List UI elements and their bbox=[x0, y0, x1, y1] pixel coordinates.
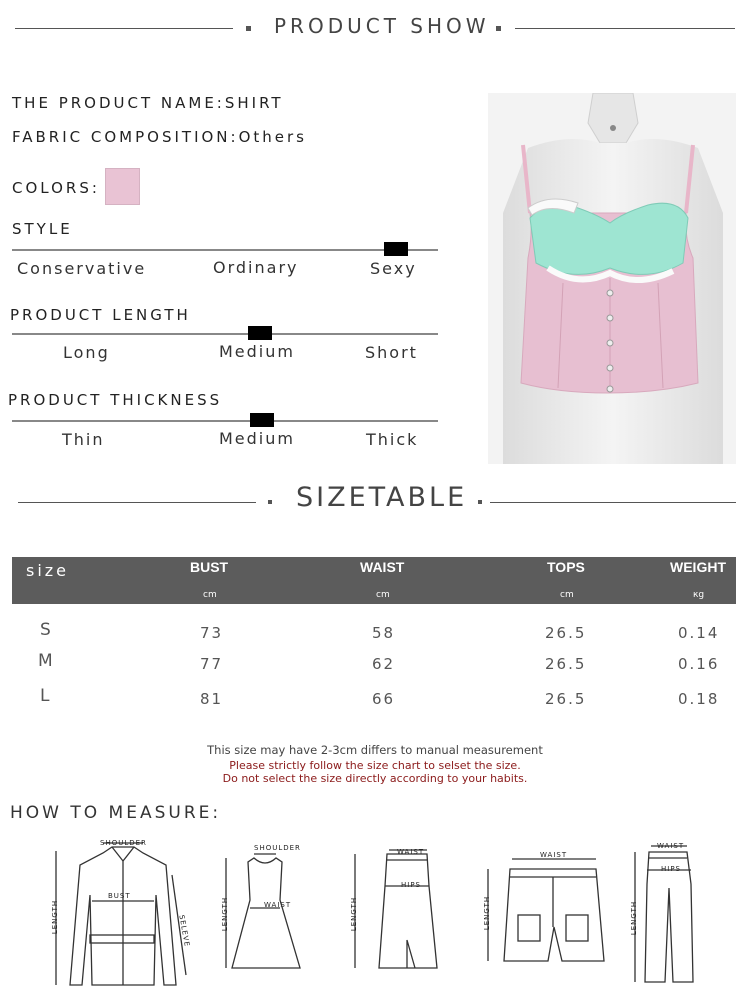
length-scale bbox=[12, 333, 438, 335]
measurement-note: This size may have 2-3cm differs to manual measurement bbox=[207, 743, 543, 757]
pants-diagram bbox=[625, 838, 705, 988]
colors-label: COLORS: bbox=[12, 179, 100, 197]
dress-diagram bbox=[218, 840, 308, 980]
sizetable-bullet-left bbox=[268, 500, 272, 504]
dress-length-label: LENGTH bbox=[221, 896, 230, 932]
shorts-length-label: LENGTH bbox=[483, 895, 492, 931]
length-option-medium: Medium bbox=[219, 342, 295, 361]
cell-tops: 26.5 bbox=[545, 655, 587, 673]
col-tops-unit: cm bbox=[560, 590, 574, 600]
length-marker bbox=[248, 326, 272, 340]
col-weight-unit: кg bbox=[693, 590, 705, 600]
cell-bust: 81 bbox=[200, 690, 224, 708]
thickness-option-medium: Medium bbox=[219, 429, 295, 448]
fabric-composition bbox=[12, 128, 307, 146]
size-warning-2: Do not select the size directly according to your habits. bbox=[222, 772, 528, 785]
size-table-header bbox=[12, 557, 736, 604]
shirt-diagram bbox=[48, 835, 200, 995]
thickness-option-thin: Thin bbox=[62, 430, 105, 449]
col-waist: WAIST bbox=[360, 559, 405, 575]
cell-size: L bbox=[40, 686, 52, 706]
sizetable-rule-right bbox=[490, 502, 736, 503]
product-name: THE PRODUCT NAME:SHIRT bbox=[12, 94, 284, 112]
shorts-diagram bbox=[478, 845, 618, 975]
thickness-label: PRODUCT THICKNESS bbox=[8, 391, 223, 409]
cell-tops: 26.5 bbox=[545, 624, 587, 642]
product-photo-illustration bbox=[488, 93, 736, 464]
skirt-diagram bbox=[345, 840, 445, 980]
skirt-hips-label: HIPS bbox=[401, 881, 421, 889]
skirt-length-label: LENGTH bbox=[350, 896, 359, 932]
table-row bbox=[0, 686, 750, 710]
product-photo bbox=[488, 93, 736, 464]
style-option-sexy: Sexy bbox=[370, 259, 417, 278]
thickness-scale bbox=[12, 420, 438, 422]
skirt-waist-label: WAIST bbox=[397, 848, 425, 856]
thickness-marker bbox=[250, 413, 274, 427]
style-scale bbox=[12, 249, 438, 251]
style-option-conservative: Conservative bbox=[17, 259, 147, 278]
shirt-sleeve-label: SELEVE bbox=[177, 914, 191, 948]
cell-weight: 0.16 bbox=[678, 655, 720, 673]
header-bullet-right bbox=[496, 26, 501, 31]
header-rule-left bbox=[15, 28, 233, 29]
thickness-option-thick: Thick bbox=[366, 430, 419, 449]
fabric-label: FABRIC COMPOSITION: bbox=[12, 128, 239, 146]
size-warning-1: Please strictly follow the size chart to selset the size. bbox=[229, 759, 521, 772]
cell-weight: 0.14 bbox=[678, 624, 720, 642]
cell-waist: 58 bbox=[372, 624, 396, 642]
cell-bust: 73 bbox=[200, 624, 224, 642]
dress-waist-label: WAIST bbox=[264, 901, 292, 909]
shorts-icon bbox=[478, 845, 618, 975]
col-weight: WEIGHT bbox=[670, 559, 726, 575]
cell-size: S bbox=[40, 620, 53, 640]
how-to-measure-title: HOW TO MEASURE: bbox=[10, 803, 222, 823]
col-waist-unit: cm bbox=[376, 590, 390, 600]
shorts-waist-label: WAIST bbox=[540, 851, 568, 859]
col-bust: BUST bbox=[190, 559, 229, 575]
cell-bust: 77 bbox=[200, 655, 224, 673]
col-bust-unit: cm bbox=[203, 590, 217, 600]
cell-waist: 66 bbox=[372, 690, 396, 708]
shirt-shoulder-label: SHOULDER bbox=[100, 839, 147, 847]
sizetable-bullet-right bbox=[478, 500, 482, 504]
header-bullet-left bbox=[246, 26, 251, 31]
page-title: PRODUCT SHOW bbox=[274, 14, 490, 38]
color-swatch[interactable] bbox=[105, 168, 140, 205]
header-rule-right bbox=[515, 28, 735, 29]
style-marker bbox=[384, 242, 408, 256]
length-option-short: Short bbox=[365, 343, 418, 362]
cell-weight: 0.18 bbox=[678, 690, 720, 708]
pants-length-label: LENGTH bbox=[630, 900, 639, 936]
pants-hips-label: HIPS bbox=[661, 865, 681, 873]
length-label: PRODUCT LENGTH bbox=[10, 306, 191, 324]
pants-waist-label: WAIST bbox=[657, 842, 685, 850]
skirt-icon bbox=[345, 840, 445, 980]
shirt-length-label: LENGTH bbox=[51, 899, 60, 935]
cell-tops: 26.5 bbox=[545, 690, 587, 708]
col-size: size bbox=[26, 561, 70, 580]
table-row bbox=[0, 620, 750, 644]
dress-shoulder-label: SHOULDER bbox=[254, 844, 301, 852]
length-option-long: Long bbox=[63, 343, 110, 362]
table-row bbox=[0, 651, 750, 675]
sizetable-title: SIZETABLE bbox=[296, 482, 468, 513]
sizetable-rule-left bbox=[18, 502, 256, 503]
cell-size: M bbox=[38, 651, 55, 671]
cell-waist: 62 bbox=[372, 655, 396, 673]
shirt-bust-label: BUST bbox=[108, 892, 131, 900]
dress-icon bbox=[218, 840, 308, 980]
col-tops: TOPS bbox=[547, 559, 585, 575]
style-option-ordinary: Ordinary bbox=[213, 258, 299, 277]
fabric-value: Others bbox=[238, 128, 307, 146]
style-label: STYLE bbox=[12, 220, 73, 238]
